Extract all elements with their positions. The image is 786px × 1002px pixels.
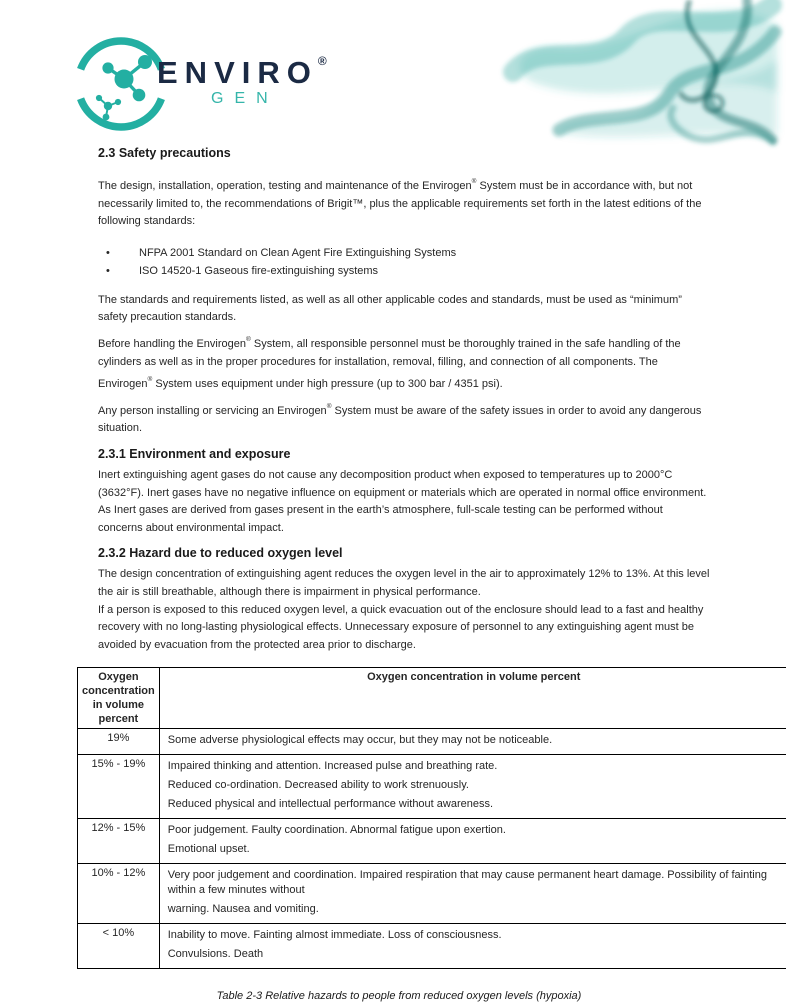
effect-line: warning. Nausea and vomiting. xyxy=(168,902,780,917)
document-blocks xyxy=(77,146,721,654)
text-segment: The design concentration of extinguishing agent reduces the oxygen level in the air to approximately 12% to 13%. At this level the air is still breathable, although there is impairment in physical performance. xyxy=(98,568,709,598)
table-row xyxy=(78,755,786,819)
list-item: • ISO 14520-1 Gaseous fire-extinguishing systems xyxy=(106,262,721,281)
smoke-graphic xyxy=(497,0,777,150)
effects-cell xyxy=(159,924,786,969)
paragraph xyxy=(98,398,710,438)
table-row xyxy=(78,729,786,755)
molecule-ring-icon xyxy=(71,34,171,134)
brand-name xyxy=(157,55,327,88)
registered-mark: ® xyxy=(318,54,327,68)
effect-line: Impaired thinking and attention. Increased pulse and breathing rate. xyxy=(168,759,780,774)
paragraph xyxy=(98,331,710,394)
registered-mark: ® xyxy=(148,376,153,383)
table-header-effects: Oxygen concentration in volume percent xyxy=(159,668,786,729)
table-header-row xyxy=(78,668,786,729)
paragraph xyxy=(98,173,710,231)
text-segment: Before handling the Envirogen xyxy=(98,338,246,350)
envirogen-logo xyxy=(71,34,327,134)
concentration-cell: 15% - 19% xyxy=(78,755,160,819)
effect-line: Some adverse physiological effects may occur, but they may not be noticeable. xyxy=(168,733,780,748)
text-segment: If a person is exposed to this reduced oxygen level, a quick evacuation out of the enclosure should lead to a fast and healthy recovery with no long-lasting physiological effects. Unnecessary exposure of personnel to any extinguishing agent must be avoided by evacuation from the protected area prior to discharge. xyxy=(98,604,703,651)
effect-line: Emotional upset. xyxy=(168,842,780,857)
effects-cell xyxy=(159,729,786,755)
text-segment: The standards and requirements listed, as well as all other applicable codes and standards, must be used as “minimum” safety precaution standards. xyxy=(98,294,682,324)
registered-mark: ® xyxy=(472,178,477,185)
section-heading: 2.3.2 Hazard due to reduced oxygen level xyxy=(98,546,721,560)
concentration-cell: 12% - 15% xyxy=(78,819,160,864)
effect-line: Reduced physical and intellectual performance without awareness. xyxy=(168,797,780,812)
standards-list xyxy=(98,244,721,281)
text-segment: Inert extinguishing agent gases do not cause any decomposition product when exposed to temperatures up to 2000°C (3632°F). Inert gases have no negative influence on equipment or materials which are operated in normal office environment. As Inert gases are derived from gases present in the earth’s atmosphere, full-scale testing can be performed without concerns about environmental impact. xyxy=(98,469,706,534)
effect-line: Reduced co-ordination. Decreased ability to work strenuously. xyxy=(168,778,780,793)
effect-line: Very poor judgement and coordination. Impaired respiration that may cause permanent heart damage. Possibility of fainting within a few minutes without xyxy=(168,868,780,898)
document-body xyxy=(77,146,721,1002)
paragraph xyxy=(98,566,710,601)
section-heading: 2.3.1 Environment and exposure xyxy=(98,447,721,461)
effects-cell xyxy=(159,819,786,864)
table-row xyxy=(78,864,786,924)
text-segment: The design, installation, operation, testing and maintenance of the Envirogen xyxy=(98,180,472,192)
list-item: • NFPA 2001 Standard on Clean Agent Fire Extinguishing Systems xyxy=(106,244,721,263)
table-header-concentration: Oxygen concentration in volume percent xyxy=(78,668,160,729)
effects-cell xyxy=(159,755,786,819)
brand-label: ENVIRO xyxy=(157,55,318,90)
document-page xyxy=(9,0,777,902)
effects-cell xyxy=(159,864,786,924)
text-segment: System must be in accordance with, but not necessarily limited to, the recommendations of Brigit™, plus the applicable requirements set forth in the latest editions of the following standards: xyxy=(98,180,701,227)
brand-subtitle: GEN xyxy=(163,91,327,107)
registered-mark: ® xyxy=(327,403,332,410)
paragraph xyxy=(98,467,710,537)
table-row xyxy=(78,924,786,969)
section-heading: 2.3 Safety precautions xyxy=(98,146,721,160)
hazard-table xyxy=(77,667,786,969)
effect-line: Poor judgement. Faulty coordination. Abnormal fatigue upon exertion. xyxy=(168,823,780,838)
text-segment: Any person installing or servicing an Envirogen xyxy=(98,405,327,417)
table-row xyxy=(78,819,786,864)
paragraph xyxy=(98,292,710,327)
text-segment: System uses equipment under high pressure (up to 300 bar / 4351 psi). xyxy=(152,378,502,390)
table-caption: Table 2-3 Relative hazards to people from reduced oxygen levels (hypoxia) xyxy=(77,990,721,1002)
text-segment: System, all responsible personnel must be thoroughly trained in the safe handling of the cylinders as well as in the proper procedures for installation, removal, filling, and connection of all components. The Envirogen xyxy=(98,338,681,390)
paragraph xyxy=(98,602,710,655)
concentration-cell: 19% xyxy=(78,729,160,755)
concentration-cell: 10% - 12% xyxy=(78,864,160,924)
effect-line: Convulsions. Death xyxy=(168,947,780,962)
concentration-cell: < 10% xyxy=(78,924,160,969)
text-segment: System must be aware of the safety issues in order to avoid any dangerous situation. xyxy=(98,405,701,435)
brand-text xyxy=(157,55,327,107)
registered-mark: ® xyxy=(246,336,251,343)
effect-line: Inability to move. Fainting almost immediate. Loss of consciousness. xyxy=(168,928,780,943)
